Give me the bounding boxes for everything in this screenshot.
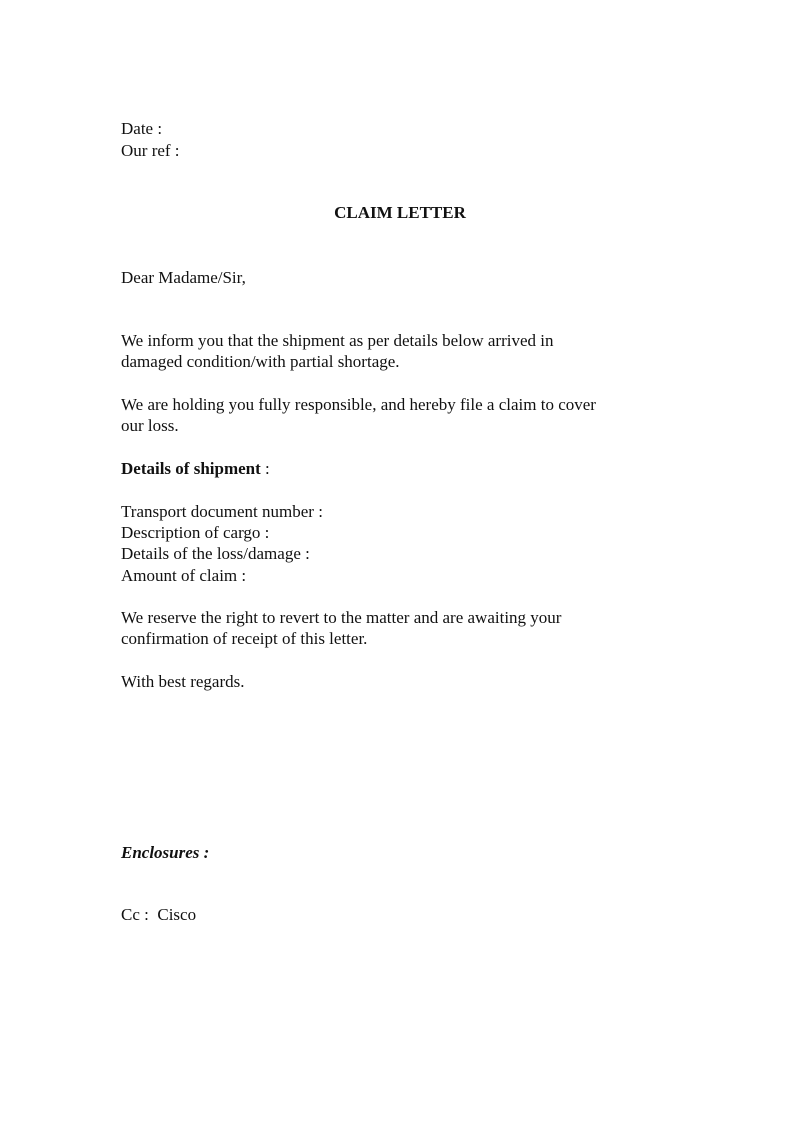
salutation: Dear Madame/Sir, xyxy=(121,268,246,287)
paragraph-2-line-2: our loss. xyxy=(121,416,179,435)
enclosures-label: Enclosures : xyxy=(121,843,210,862)
paragraph-3-line-1: We reserve the right to revert to the matter and are awaiting your xyxy=(121,608,562,627)
paragraph-1-line-2: damaged condition/with partial shortage. xyxy=(121,352,400,371)
details-heading xyxy=(121,458,270,480)
letter-title: CLAIM LETTER xyxy=(334,203,466,222)
paragraph-2-line-1: We are holding you fully responsible, and hereby file a claim to cover xyxy=(121,395,596,414)
date-label: Date : xyxy=(121,119,163,138)
cc-line: Cc : Cisco xyxy=(121,905,197,924)
closing: With best regards. xyxy=(121,672,245,691)
paragraph-3-line-2: confirmation of receipt of this letter. xyxy=(121,629,368,648)
detail-field-transport-document: Transport document number : xyxy=(121,502,323,521)
detail-field-amount: Amount of claim : xyxy=(121,566,247,585)
detail-field-description: Description of cargo : xyxy=(121,523,270,542)
paragraph-1-line-1: We inform you that the shipment as per details below arrived in xyxy=(121,331,554,350)
detail-field-loss-damage: Details of the loss/damage : xyxy=(121,544,310,563)
details-heading-text: Details of shipment xyxy=(121,459,261,478)
details-heading-colon: : xyxy=(260,459,270,478)
our-ref-label: Our ref : xyxy=(121,141,180,160)
